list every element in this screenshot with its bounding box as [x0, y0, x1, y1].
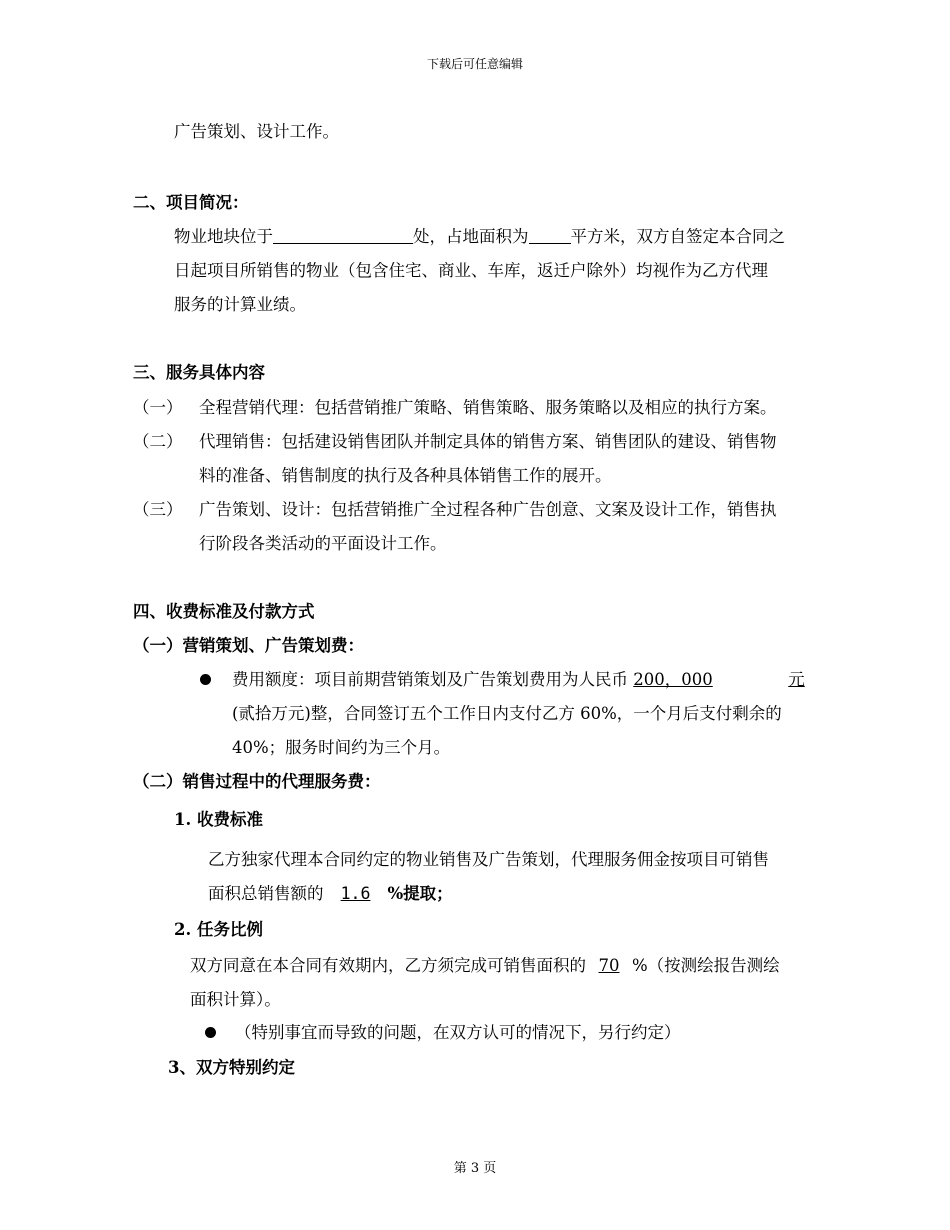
item1-line1: 乙方独家代理本合同约定的物业销售及广告策划，代理服务佣金按项目可销售 — [208, 850, 769, 869]
service-item-line: 行阶段各类活动的平面设计工作。 — [199, 534, 447, 553]
service-item-marker: （三） — [133, 500, 183, 519]
intro-line: 广告策划、设计工作。 — [174, 122, 339, 141]
section2-title: 二、项目简况： — [133, 193, 249, 212]
section4-title: 四、收费标准及付款方式 — [133, 602, 315, 621]
service-item-line: 全程营销代理：包括营销推广策略、销售策略、服务策略以及相应的执行方案。 — [199, 398, 777, 417]
section2-line2: 日起项目所销售的物业（包含住宅、商业、车库，返迁户除外）均视作为乙方代理 — [174, 261, 768, 280]
item3-title: 3、双方特别约定 — [168, 1058, 295, 1077]
service-item-line: 料的准备、销售制度的执行及各种具体销售工作的展开。 — [199, 466, 612, 485]
page-header: 下载后可任意编辑 — [426, 57, 523, 71]
commission-rate: 1.6 — [340, 884, 371, 903]
task-rate: 70 — [598, 956, 620, 975]
item2-line2: 面积计算）。 — [190, 990, 281, 1009]
fee-line3: 40%；服务时间约为三个月。 — [232, 738, 451, 757]
section3-title: 三、服务具体内容 — [133, 363, 265, 382]
item1-title: 1. 收费标准 — [174, 810, 263, 829]
special-note: （特别事宜而导致的问题，在双方认可的情况下，另行约定） — [235, 1023, 681, 1042]
service-item-marker: （一） — [133, 398, 183, 417]
section2-line3: 服务的计算业绩。 — [174, 295, 306, 314]
fee-line1: 费用额度：项目前期营销策划及广告策划费用为人民币 200，000 元 — [232, 670, 805, 689]
location-blank[interactable] — [273, 227, 413, 244]
area-blank[interactable] — [529, 227, 571, 244]
section2-line1: 物业地块位于 处，占地面积为 平方米，双方自签定本合同之 — [174, 227, 785, 246]
item2-title: 2. 任务比例 — [174, 920, 263, 939]
item2-line1: 双方同意在本合同有效期内，乙方须完成可销售面积的 70 %（按测绘报告测绘 — [190, 956, 780, 975]
bullet-icon — [205, 1027, 216, 1038]
service-item-line: 广告策划、设计：包括营销推广全过程各种广告创意、文案及设计工作，销售执 — [199, 500, 777, 519]
fee-line2: (贰拾万元)整，合同签订五个工作日内支付乙方 60%，一个月后支付剩余的 — [232, 704, 782, 723]
bullet-icon — [200, 674, 211, 685]
fee-unit: 元 — [788, 670, 805, 689]
service-item-marker: （二） — [133, 432, 183, 451]
fee-amount: 200，000 — [633, 670, 713, 689]
page-footer: 第 3 页 — [453, 1161, 497, 1176]
item1-line2: 面积总销售额的 1.6 %提取； — [208, 884, 453, 903]
section4-sub2-title: （二）销售过程中的代理服务费： — [133, 772, 381, 791]
service-item-line: 代理销售：包括建设销售团队并制定具体的销售方案、销售团队的建设、销售物 — [199, 432, 777, 451]
section4-sub1-title: （一）营销策划、广告策划费： — [133, 636, 364, 655]
